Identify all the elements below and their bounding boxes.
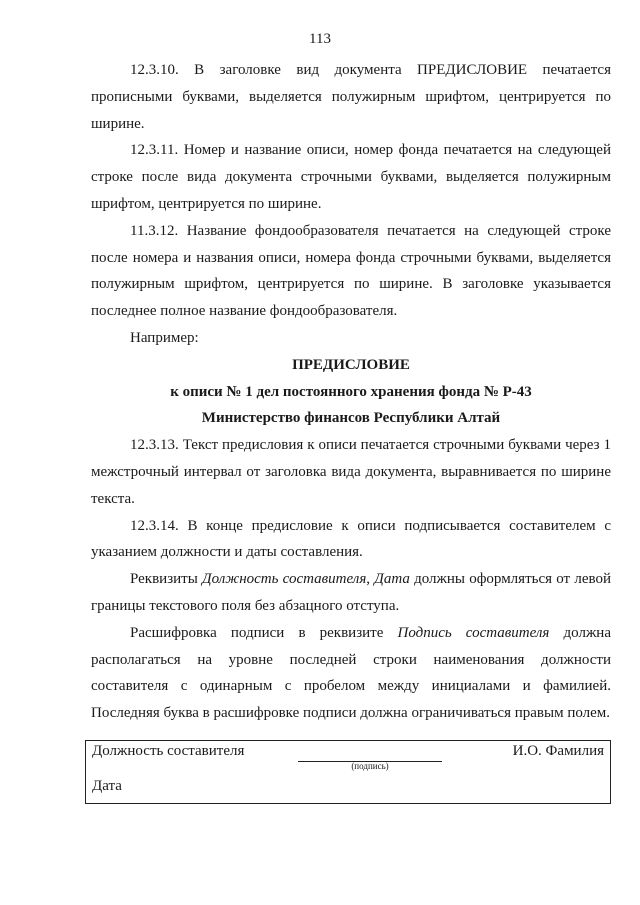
position-label: Должность составителя	[92, 743, 245, 759]
decoding-text-c: должна располагаться на уровне последней строки наименования должности составителя с одинарным с пробелом между инициалами и фамилией. Последняя буква в расшифровке подписи должна ограничиваться правым полем.	[91, 624, 611, 722]
requisite-position: Должность составителя	[202, 571, 367, 588]
paragraph-12-3-10: 12.3.10. В заголовке вид документа ПРЕДИСЛОВИЕ печатается прописными буквами, выделяется полужирным шрифтом, центрируется по ширине.	[91, 62, 611, 132]
signer-name: И.О. Фамилия	[512, 743, 604, 759]
paragraph-12-3-14: 12.3.14. В конце предисловие к описи подписывается составителем с указанием должности и даты составления.	[91, 517, 611, 561]
requisites-text-c: ,	[366, 571, 375, 588]
requisites-text-a: Реквизиты	[130, 571, 203, 588]
paragraph-requisites	[91, 566, 611, 620]
requisite-signature: Подпись составителя	[397, 624, 550, 641]
paragraph-signature-decoding	[91, 620, 611, 727]
signature-example-box	[85, 740, 611, 804]
signature-caption: (подпись)	[351, 761, 389, 771]
decoding-text-a: Расшифровка подписи в реквизите	[130, 624, 398, 641]
requisites-text-e: должны оформляться от левой границы текстового поля без абзацного отступа.	[91, 571, 611, 614]
example-heading-inventory: к описи № 1 дел постоянного хранения фонда № Р-43	[170, 383, 532, 400]
paragraph-12-3-13: 12.3.13. Текст предисловия к описи печатается строчными буквами через 1 межстрочный интервал от заголовка вида документа, выравнивается по ширине текста.	[91, 437, 611, 507]
paragraph-12-3-11: 12.3.11. Номер и название описи, номер фонда печатается на следующей строке после вида документа строчными буквами, выделяется полужирным шрифтом, центрируется по ширине.	[91, 142, 611, 212]
example-heading-title: ПРЕДИСЛОВИЕ	[292, 356, 410, 373]
date-label: Дата	[92, 778, 122, 794]
example-heading-organization: Министерство финансов Республики Алтай	[201, 410, 501, 427]
requisite-date: Дата	[374, 571, 410, 588]
page-number: 113	[309, 31, 331, 47]
example-intro: Например:	[130, 329, 199, 346]
paragraph-11-3-12: 11.3.12. Название фондообразователя печатается на следующей строке после номера и названия описи, номера фонда строчными буквами, выделяется полужирным шрифтом, центрируется по ширине. В заголовке указывается последнее полное название фондообразователя.	[91, 222, 611, 320]
document-body	[91, 57, 611, 727]
